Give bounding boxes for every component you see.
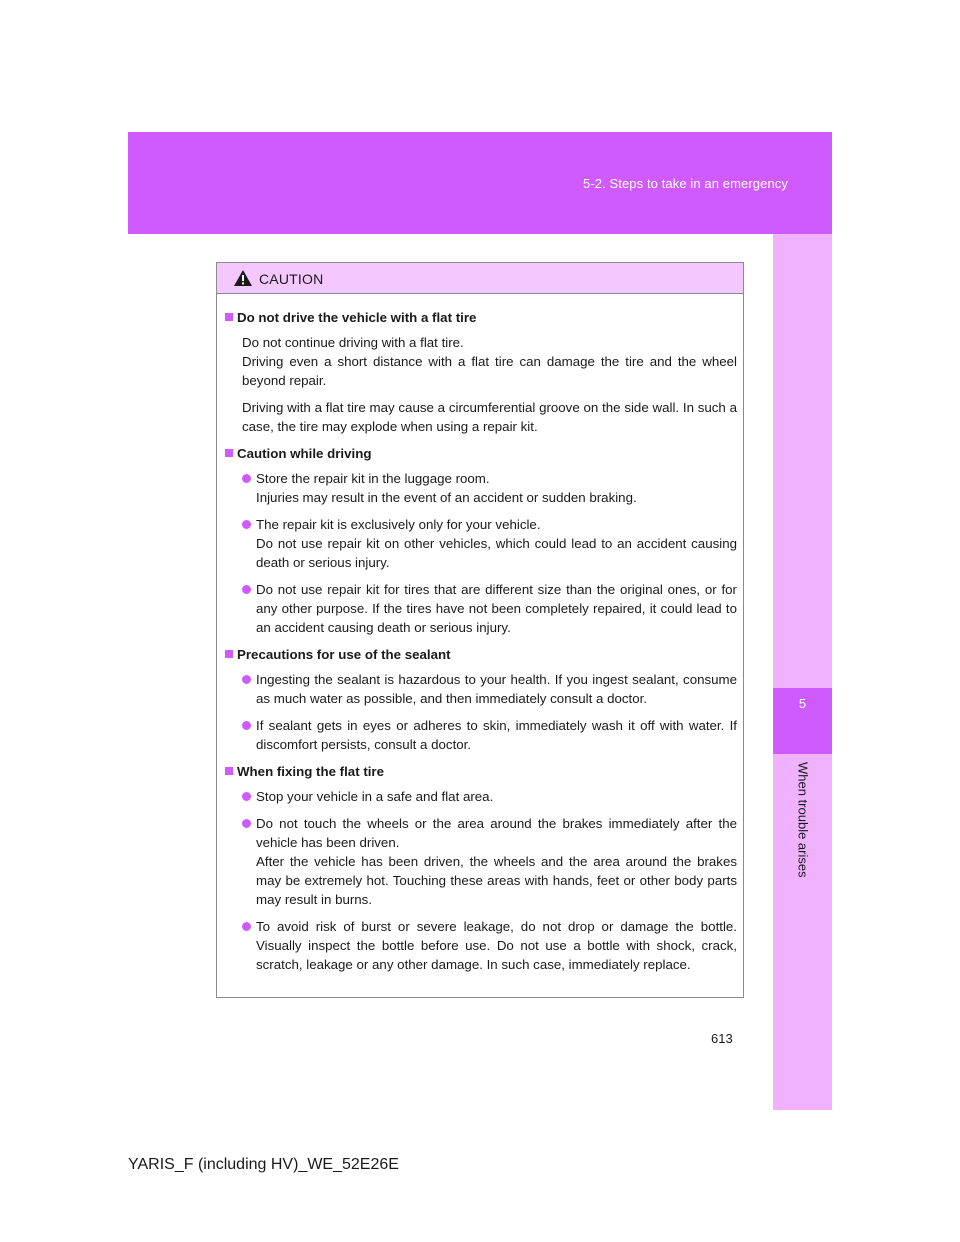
round-bullet-icon — [242, 585, 251, 594]
caution-bullet-item — [242, 580, 737, 637]
bullet-line: To avoid risk of burst or severe leakage, do not drop or damage the bottle. Visually inspect the bottle before use. Do not use a bottle with shock, crack, scratch, leakage or any other damage. In such case, immediately replace. — [256, 919, 737, 972]
round-bullet-icon — [242, 819, 251, 828]
caution-paragraph — [242, 333, 737, 390]
square-bullet-icon — [225, 650, 233, 658]
caution-bullet-item — [242, 515, 737, 572]
chapter-title: When trouble arises — [795, 762, 811, 878]
round-bullet-icon — [242, 675, 251, 684]
caution-header — [217, 263, 743, 294]
bullet-line: Do not use repair kit on other vehicles, which could lead to an accident causing death or serious injury. — [256, 536, 737, 570]
caution-bullet-item — [242, 917, 737, 974]
chapter-side-tab — [773, 234, 832, 1110]
chapter-number: 5 — [798, 696, 807, 711]
section-title-text: Do not drive the vehicle with a flat tire — [237, 310, 477, 325]
caution-section-title — [223, 444, 737, 463]
round-bullet-icon — [242, 792, 251, 801]
caution-label: CAUTION — [259, 271, 324, 287]
header-band — [128, 132, 832, 234]
page-number: 613 — [711, 1031, 733, 1046]
round-bullet-icon — [242, 474, 251, 483]
paragraph-line: Driving with a flat tire may cause a circumferential groove on the side wall. In such a case, the tire may explode when using a repair kit. — [242, 400, 737, 434]
warning-triangle-icon — [233, 269, 253, 287]
section-title: 5-2. Steps to take in an emergency — [582, 176, 788, 191]
caution-box — [216, 262, 744, 998]
caution-bullet-item — [242, 787, 737, 806]
chapter-number-block — [773, 688, 832, 754]
bullet-line: Stop your vehicle in a safe and flat area. — [256, 789, 494, 804]
section-title-text: Precautions for use of the sealant — [237, 647, 451, 662]
caution-section-title — [223, 762, 737, 781]
round-bullet-icon — [242, 922, 251, 931]
caution-bullet-item — [242, 716, 737, 754]
paragraph-line: Do not continue driving with a flat tire. — [242, 335, 464, 350]
caution-section-title — [223, 308, 737, 327]
caution-bullet-item — [242, 670, 737, 708]
caution-body — [217, 294, 743, 974]
round-bullet-icon — [242, 721, 251, 730]
bullet-line: The repair kit is exclusively only for your vehicle. — [256, 517, 541, 532]
bullet-line: Store the repair kit in the luggage room. — [256, 471, 490, 486]
round-bullet-icon — [242, 520, 251, 529]
square-bullet-icon — [225, 449, 233, 457]
section-title-text: When fixing the flat tire — [237, 764, 385, 779]
paragraph-line: Driving even a short distance with a flat tire can damage the tire and the wheel beyond repair. — [242, 354, 737, 388]
caution-bullet-item — [242, 469, 737, 507]
section-title-text: Caution while driving — [237, 446, 372, 461]
bullet-line: Do not touch the wheels or the area around the brakes immediately after the vehicle has been driven. — [256, 816, 737, 850]
caution-section-title — [223, 645, 737, 664]
square-bullet-icon — [225, 767, 233, 775]
bullet-line: Ingesting the sealant is hazardous to your health. If you ingest sealant, consume as much water as possible, and then immediately consult a doctor. — [256, 672, 737, 706]
document-code: YARIS_F (including HV)_WE_52E26E — [128, 1156, 399, 1173]
bullet-line: Do not use repair kit for tires that are different size than the original ones, or for any other purpose. If the tires have not been completely repaired, it could lead to an accident causing death or serious injury. — [256, 582, 737, 635]
caution-bullet-item — [242, 814, 737, 909]
bullet-line: After the vehicle has been driven, the wheels and the area around the brakes may be extremely hot. Touching these areas with hands, feet or other body parts may result in burns. — [256, 854, 737, 907]
bullet-line: Injuries may result in the event of an accident or sudden braking. — [256, 490, 637, 505]
square-bullet-icon — [225, 313, 233, 321]
caution-paragraph — [242, 398, 737, 436]
bullet-line: If sealant gets in eyes or adheres to skin, immediately wash it off with water. If discomfort persists, consult a doctor. — [256, 718, 737, 752]
